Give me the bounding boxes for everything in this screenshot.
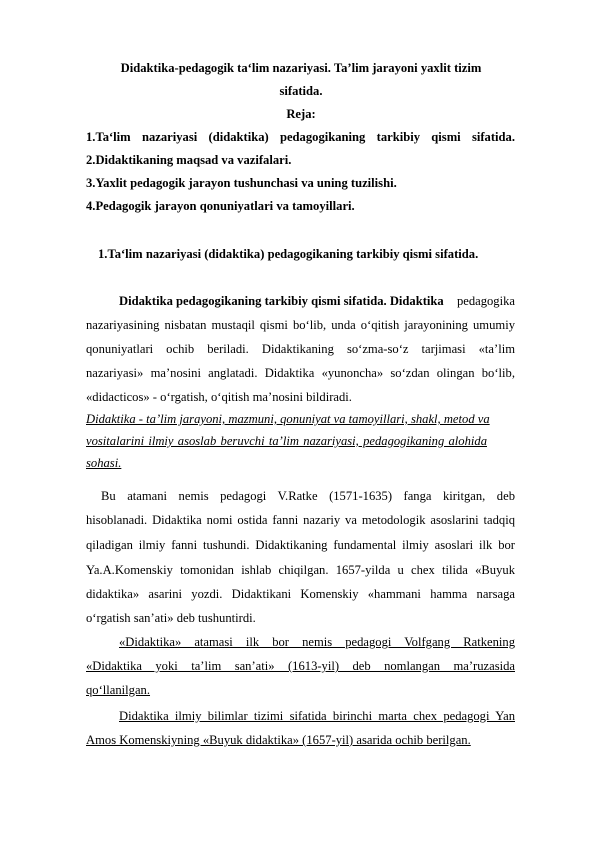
paragraph-4-line-1: Didaktika ilmiy bilimlar tizimi sifatida birinchi marta chex pedagogi Yan	[119, 709, 515, 723]
paragraph-2-line-5: didaktika» asarini yozdi. Didaktikani Komenskiy «hammani hamma narsaga	[86, 587, 515, 601]
plan-item-2: 2.Didaktikaning maqsad va vazifalari.	[86, 153, 292, 167]
definition-line-3: sohasi.	[86, 456, 122, 470]
plan-item-4: 4.Pedagogik jarayon qonuniyatlari va tamoyillari.	[86, 199, 355, 213]
paragraph-2-line-3: qiladigan ilmiy fanni tushundi. Didaktikaning fundamental ilmiy asoslari ilk bor	[86, 538, 515, 552]
paragraph-2-line-1: Bu atamani nemis pedagogi V.Ratke (1571-1635) fanga kiritgan, deb	[101, 489, 515, 503]
definition-line-2: vositalarini ilmiy asoslab beruvchi ta’lim nazariyasi, pedagogikaning alohida	[86, 434, 487, 448]
plan-heading: Reja:	[286, 107, 316, 121]
paragraph-1-line-4: nazariyasi» ma’nosini anglatadi. Didaktika «yunoncha» so‘zdan olingan bo‘lib,	[86, 366, 515, 380]
paragraph-3-line-1: «Didaktika» atamasi ilk bor nemis pedagogi Volfgang Ratkening	[119, 635, 515, 649]
paragraph-1-bold-lead: Didaktika pedagogikaning tarkibiy qismi sifatida. Didaktika	[119, 294, 444, 308]
paragraph-1-line-5: «didacticos» - o‘rgatish, o‘qitish ma’nosini bildiradi.	[86, 390, 352, 404]
title-line-2: sifatida.	[279, 84, 323, 98]
title-line-1: Didaktika-pedagogik ta‘lim nazariyasi. Ta’lim jarayoni yaxlit tizim	[120, 61, 482, 75]
paragraph-1-line-3: qonuniyatlari ochib beriladi. Didaktikaning so‘zma-so‘z tarjimasi «ta’lim	[86, 342, 515, 356]
paragraph-4-line-2: Amos Komenskiyning «Buyuk didaktika» (1657-yil) asarida ochib berilgan.	[86, 733, 471, 747]
section-heading: 1.Ta‘lim nazariyasi (didaktika) pedagogikaning tarkibiy qismi sifatida.	[98, 247, 479, 261]
paragraph-3-line-2: «Didaktika yoki ta’lim san’ati» (1613-yil) deb nomlangan ma’ruzasida	[86, 659, 515, 673]
paragraph-2-line-4: Ya.A.Komenskiy tomonidan ishlab chiqilgan. 1657-yilda u chex tilida «Buyuk	[86, 563, 515, 577]
paragraph-1-first-line	[119, 293, 515, 309]
definition-line-1: Didaktika - ta’lim jarayoni, mazmuni, qonuniyat va tamoyillari, shakl, metod va	[86, 412, 490, 426]
plan-item-1: 1.Ta‘lim nazariyasi (didaktika) pedagogikaning tarkibiy qismi sifatida.	[86, 130, 515, 144]
paragraph-1-line-2: nazariyasining nisbatan mustaqil qismi bo‘lib, unda o‘qitish jarayonining umumiy	[86, 318, 515, 332]
paragraph-3-line-3: qo‘llanilgan.	[86, 683, 151, 697]
plan-item-3: 3.Yaxlit pedagogik jarayon tushunchasi va uning tuzilishi.	[86, 176, 397, 190]
paragraph-2-line-2: hisoblanadi. Didaktika nomi ostida fanni nazariy va metodologik asoslarini tadqiq	[86, 513, 515, 527]
paragraph-1-lead-rest: pedagogika	[456, 294, 515, 308]
paragraph-2-line-6: o‘rgatish san’ati» deb tushuntirdi.	[86, 611, 256, 625]
